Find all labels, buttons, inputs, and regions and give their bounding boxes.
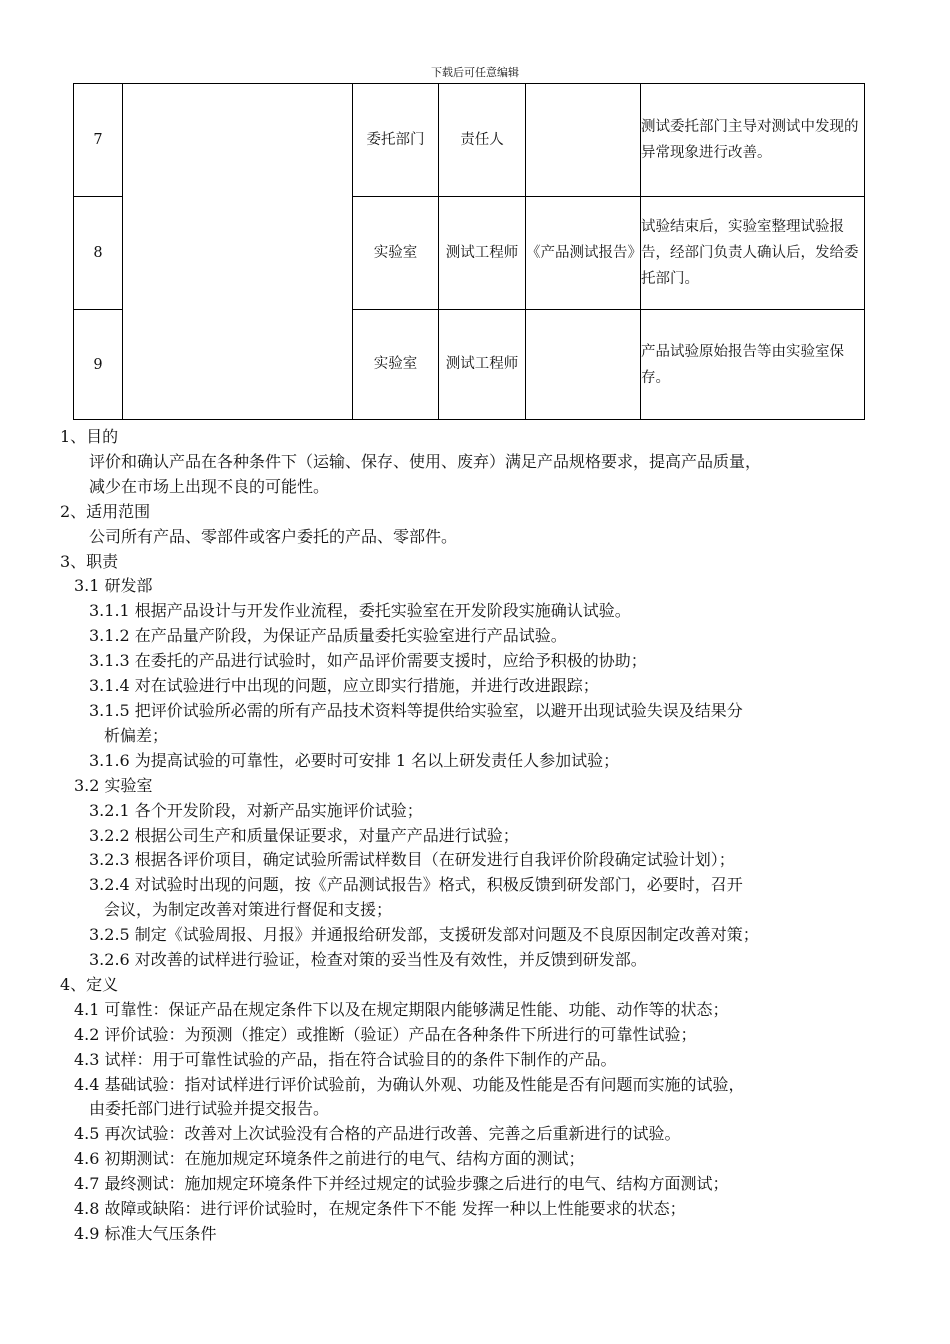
- department-cell: 实验室: [353, 310, 439, 420]
- definition-item-cont: 由委托部门进行试验并提交报告。: [89, 1099, 330, 1119]
- definition-item: 4.4 基础试验：指对试样进行评价试验前，为确认外观、功能及性能是否有问题而实施的试验，: [74, 1074, 745, 1094]
- step-number: 8: [74, 197, 123, 310]
- document-cell: 《产品测试报告》: [526, 197, 641, 310]
- list-item: 3.2.6 对改善的试样进行验证，检查对策的妥当性及有效性，并反馈到研发部。: [89, 950, 647, 970]
- department-cell: 委托部门: [353, 84, 439, 197]
- section-heading-scope: 2、适用范围: [60, 501, 151, 521]
- process-table: [73, 83, 865, 420]
- step-number: 7: [74, 84, 123, 197]
- page-header: 下载后可任意编辑: [431, 66, 519, 79]
- role-cell: 责任人: [439, 84, 526, 197]
- list-item: 3.1.3 在委托的产品进行试验时，如产品评价需要支援时，应给予积极的协助；: [89, 651, 647, 671]
- definition-item: 4.5 再次试验：改善对上次试验没有合格的产品进行改善、完善之后重新进行的试验。: [74, 1124, 681, 1144]
- section-heading-purpose: 1、目的: [60, 427, 119, 446]
- list-item: 3.2.4 对试验时出现的问题，按《产品测试报告》格式，积极反馈到研发部门，必要时，召开: [89, 875, 743, 895]
- subsection-heading-rd: 3.1 研发部: [74, 576, 153, 596]
- subsection-heading-lab: 3.2 实验室: [74, 775, 153, 795]
- list-item: 3.2.1 各个开发阶段，对新产品实施评价试验；: [89, 800, 423, 820]
- table-row: [74, 84, 865, 197]
- definition-item: 4.3 试样：用于可靠性试验的产品，指在符合试验目的的条件下制作的产品。: [74, 1049, 617, 1069]
- list-item: 3.2.2 根据公司生产和质量保证要求，对量产产品进行试验；: [89, 825, 519, 845]
- purpose-text: 评价和确认产品在各种条件下（运输、保存、使用、废弃）满足产品规格要求，提高产品质量，: [89, 451, 762, 471]
- flow-chart-cell: [123, 84, 353, 420]
- definition-item: 4.6 初期测试：在施加规定环境条件之前进行的电气、结构方面的测试；: [74, 1149, 585, 1169]
- step-number: 9: [74, 310, 123, 420]
- document-body: [0, 425, 950, 1247]
- description-cell: 测试委托部门主导对测试中发现的异常现象进行改善。: [641, 84, 865, 197]
- list-item: 3.1.2 在产品量产阶段，为保证产品质量委托实验室进行产品试验。: [89, 626, 567, 646]
- list-item: 3.1.6 为提高试验的可靠性，必要时可安排 1 名以上研发责任人参加试验；: [89, 750, 620, 770]
- purpose-text-cont: 减少在市场上出现不良的可能性。: [89, 476, 330, 496]
- document-cell: [526, 310, 641, 420]
- scope-text: 公司所有产品、零部件或客户委托的产品、零部件。: [89, 526, 458, 546]
- list-item: 3.2.5 制定《试验周报、月报》并通报给研发部，支援研发部对问题及不良原因制定改善对策；: [89, 925, 759, 945]
- definition-item: 4.1 可靠性：保证产品在规定条件下以及在规定期限内能够满足性能、功能、动作等的状态；: [74, 999, 729, 1019]
- document-cell: [526, 84, 641, 197]
- role-cell: 测试工程师: [439, 310, 526, 420]
- definition-item: 4.8 故障或缺陷：进行评价试验时，在规定条件下不能 发挥一种以上性能要求的状态；: [74, 1199, 686, 1219]
- list-item-cont: 析偏差；: [104, 725, 169, 745]
- definition-item: 4.7 最终测试：施加规定环境条件下并经过规定的试验步骤之后进行的电气、结构方面测试；: [74, 1174, 729, 1194]
- list-item: 3.1.5 把评价试验所必需的所有产品技术资料等提供给实验室，以避开出现试验失误及结果分: [89, 700, 743, 720]
- section-heading-responsibilities: 3、职责: [60, 551, 119, 571]
- description-cell: 试验结束后，实验室整理试验报告，经部门负责人确认后，发给委托部门。: [641, 197, 865, 310]
- list-item: 3.1.1 根据产品设计与开发作业流程，委托实验室在开发阶段实施确认试验。: [89, 601, 631, 621]
- role-cell: 测试工程师: [439, 197, 526, 310]
- description-cell: 产品试验原始报告等由实验室保存。: [641, 310, 865, 420]
- list-item: 3.2.3 根据各评价项目，确定试验所需试样数目（在研发进行自我评价阶段确定试验计划）；: [89, 850, 735, 870]
- list-item: 3.1.4 对在试验进行中出现的问题，应立即实行措施，并进行改进跟踪；: [89, 676, 599, 696]
- section-heading-definitions: 4、定义: [60, 974, 119, 994]
- definition-item: 4.9 标准大气压条件: [74, 1224, 217, 1243]
- definition-item: 4.2 评价试验：为预测（推定）或推断（验证）产品在各种条件下所进行的可靠性试验；: [74, 1024, 697, 1044]
- list-item-cont: 会议，为制定改善对策进行督促和支援；: [104, 900, 393, 920]
- department-cell: 实验室: [353, 197, 439, 310]
